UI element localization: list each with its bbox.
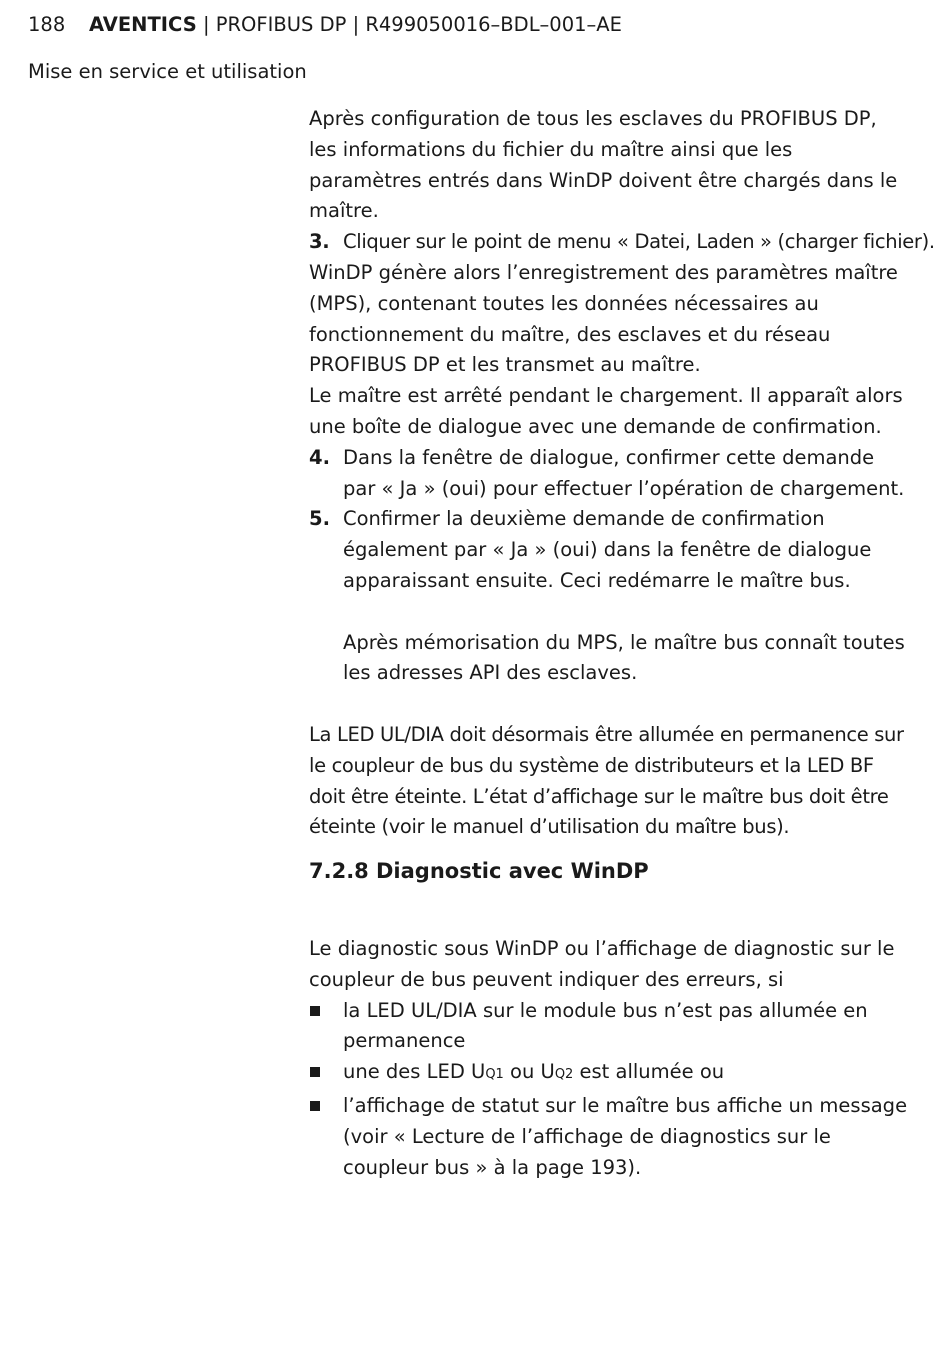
step-text: Confirmer la deuxième demande de confirmation également par « Ja » (oui) dans la fenêtre de dialogue apparaissant ensuite. Ceci redémarre le maître bus. [343,507,872,592]
section-title: Diagnostic avec WinDP [376,859,649,884]
subscript-q1: Q1 [485,1067,504,1083]
document-reference: | PROFIBUS DP | R499050016–BDL–001–AE [196,13,622,36]
step-number: 3. [309,230,330,254]
bullet-square-icon [310,1067,320,1077]
bullet-square-icon [310,1006,320,1016]
bullet-item [309,996,909,1058]
spacer [309,689,909,720]
step-4 [309,443,909,505]
bullet-text-mid: ou U [503,1060,555,1084]
bullet-square-icon [310,1101,320,1111]
step-text: Cliquer sur le point de menu « Datei, Laden » (charger fichier). [343,230,935,254]
subscript-q2: Q2 [554,1067,574,1083]
step-text: Dans la fenêtre de dialogue, confirmer cette demande par « Ja » (oui) pour effectuer l’opération de chargement. [343,445,905,500]
intro-paragraph: Après configuration de tous les esclaves du PROFIBUS DP, les informations du fichier du maître ainsi que les paramètres entrés dans WinDP doivent être chargés dans le maître. [309,107,898,223]
bullet-text-suffix: est allumée ou [573,1060,725,1084]
brand-name: AVENTICS [89,13,197,36]
section-heading [309,843,909,934]
step-number: 4. [309,445,330,469]
chapter-label: Mise en service et utilisation [28,60,307,83]
bullet-text-prefix: une des LED U [343,1060,486,1084]
bullet-text: l’affichage de statut sur le maître bus affiche un message (voir « Lecture de l’affichage de diagnostics sur le coupleur bus » à la page 193). [343,1093,908,1179]
step-3 [309,227,935,258]
page-number: 188 [28,13,66,36]
after-mps-paragraph: Après mémorisation du MPS, le maître bus connaît toutes les adresses API des esclaves. [343,630,905,685]
section-number: 7.2.8 [309,859,369,884]
main-content [309,104,935,1183]
bullet-item [309,1091,909,1183]
led-paragraph: La LED UL/DIA doit désormais être allumée en permanence sur le coupleur de bus du système de distributeurs et la LED BF doit être éteinte. L’état d’affichage sur le maître bus doit être éteinte (voir le manuel d’utilisation du maître bus). [309,722,904,839]
bullet-text: la LED UL/DIA sur le module bus n’est pas allumée en permanence [343,998,868,1053]
bullet-item [309,1057,909,1091]
mps-paragraph: WinDP génère alors l’enregistrement des paramètres maître (MPS), contenant toutes les données nécessaires au fonctionnement du maître, des esclaves et du réseau PROFIBUS DP et les transmet au maître. [309,260,898,377]
diagnostic-intro: Le diagnostic sous WinDP ou l’affichage de diagnostic sur le coupleur de bus peuvent indiquer des erreurs, si [309,936,895,991]
stop-paragraph: Le maître est arrêté pendant le chargement. Il apparaît alors une boîte de dialogue avec une demande de confirmation. [309,384,903,438]
step-number: 5. [309,507,330,531]
page-header [28,12,622,38]
step-5 [309,504,909,596]
spacer [309,597,909,628]
